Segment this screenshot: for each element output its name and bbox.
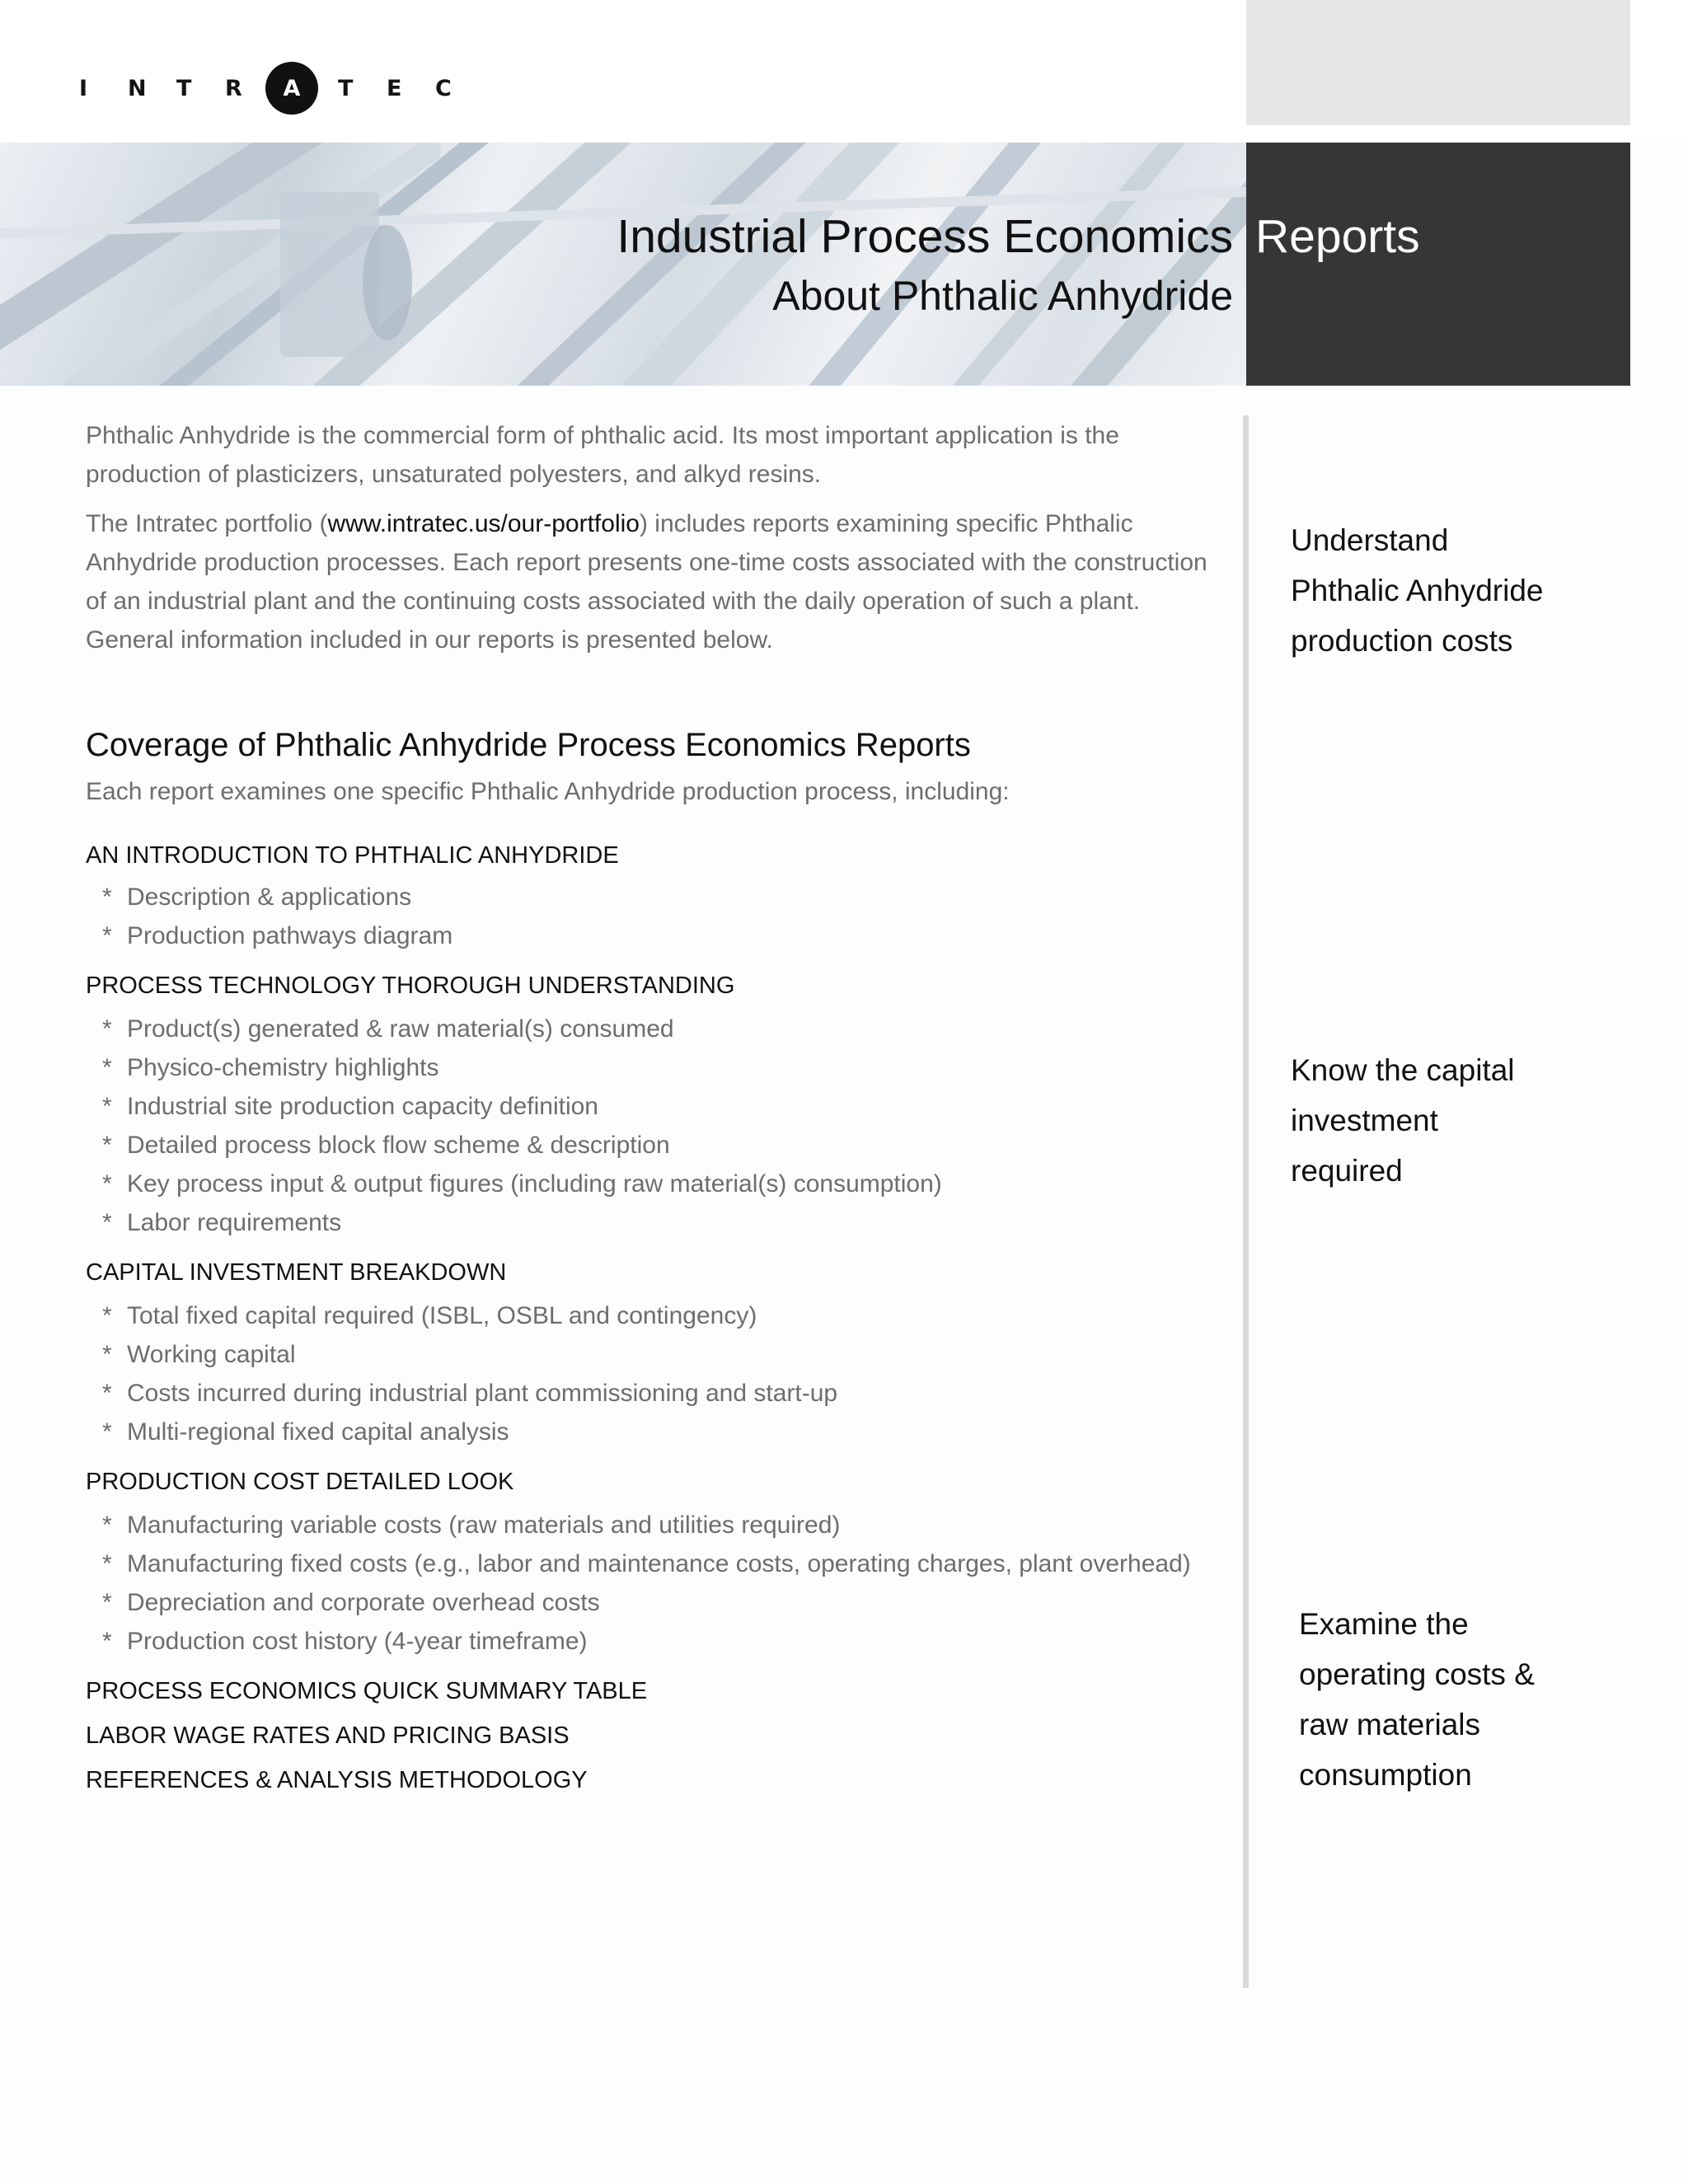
coverage-heading: Coverage of Phthalic Anhydride Process Economics Reports [86,727,971,763]
list-item: * Physico-chemistry highlights [102,1054,439,1081]
section-title: LABOR WAGE RATES AND PRICING BASIS [86,1722,570,1749]
section-title: REFERENCES & ANALYSIS METHODOLOGY [86,1767,588,1793]
portfolio-link[interactable]: www.intratec.us/our-portfolio [327,510,640,537]
industrial-pipes-banner-image [0,143,1246,386]
list-item: * Production pathways diagram [102,922,453,949]
logo-circle-letter: A [265,62,318,115]
page-subtitle: About Phthalic Anhydride [772,273,1233,319]
list-item: * Key process input & output figures (including raw material(s) consumption) [102,1170,942,1197]
intratec-logo: I N T R A T E C [79,61,484,115]
page-title: Industrial Process Economics [617,210,1233,263]
list-item: * Manufacturing variable costs (raw materials and utilities required) [102,1511,841,1539]
portfolio-paragraph: The Intratec portfolio (www.intratec.us/our-portfolio) includes reports examining specific Phthalic Anhydride production processes. Each report presents one-time costs associated with the construction of an industrial plant and the continuing costs associated with the daily operation of such a plant. General information included in our reports is presented below. [86,510,1207,654]
page-title-accent: Reports [1255,210,1420,263]
pipes-illustration [0,143,1246,386]
sidebar-callout-production-costs: Understand Phthalic Anhydride production costs [1291,523,1544,658]
list-item: * Depreciation and corporate overhead costs [102,1589,600,1616]
list-item: * Manufacturing fixed costs (e.g., labor and maintenance costs, operating charges, plant overhead) [102,1550,1191,1577]
list-item: * Costs incurred during industrial plant commissioning and start-up [102,1380,838,1407]
section-title: CAPITAL INVESTMENT BREAKDOWN [86,1259,507,1286]
sidebar-callout-operating-costs: Examine the operating costs & raw materials consumption [1299,1607,1535,1792]
section-title: PRODUCTION COST DETAILED LOOK [86,1469,514,1495]
coverage-lead: Each report examines one specific Phthalic Anhydride production process, including: [86,778,1010,805]
section-title: PROCESS TECHNOLOGY THOROUGH UNDERSTANDING [86,972,735,999]
list-item: * Total fixed capital required (ISBL, OSBL and contingency) [102,1302,757,1329]
list-item: * Product(s) generated & raw material(s) consumed [102,1015,674,1043]
intro-paragraph: Phthalic Anhydride is the commercial form of phthalic acid. Its most important application is the production of plasticizers, unsaturated polyesters, and alkyd resins. [86,422,1119,488]
sidebar-callout-capital-investment: Know the capital investment required [1291,1053,1515,1188]
intro-section [86,416,1223,659]
list-item: * Description & applications [102,883,412,911]
list-item: * Detailed process block flow scheme & description [102,1132,670,1159]
section-title: PROCESS ECONOMICS QUICK SUMMARY TABLE [86,1678,648,1704]
list-item: * Labor requirements [102,1209,342,1236]
list-item: * Production cost history (4-year timeframe) [102,1628,588,1655]
list-item: * Working capital [102,1341,296,1368]
header-accent-block [1246,0,1630,125]
section-title: AN INTRODUCTION TO PHTHALIC ANHYDRIDE [86,842,619,869]
sidebar-divider [1243,415,1249,1988]
list-item: * Industrial site production capacity definition [102,1093,598,1120]
banner-dark-panel [1246,143,1630,386]
list-item: * Multi-regional fixed capital analysis [102,1418,509,1446]
